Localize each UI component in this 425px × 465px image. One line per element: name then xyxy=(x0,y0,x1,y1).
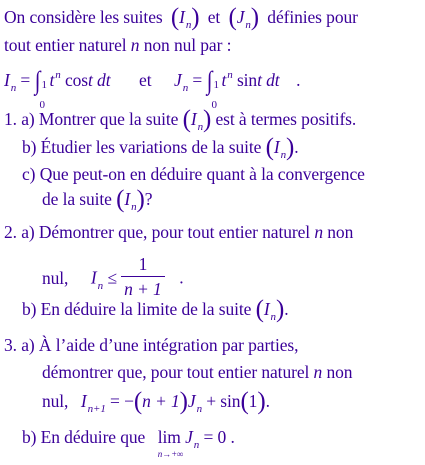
var-n: n xyxy=(130,35,140,55)
lower-bound: 0 xyxy=(211,99,217,111)
q1b-text: Étudier les variations de la suite xyxy=(40,137,262,157)
integral-sign: ∫ xyxy=(207,66,213,95)
intro-text-2: définies pour xyxy=(267,7,358,27)
limit xyxy=(157,426,184,459)
q1b-label: b) xyxy=(22,137,37,157)
q2b-text: En déduire la limite de la suite xyxy=(40,299,252,319)
sin: sin xyxy=(236,70,258,90)
q1-number: 1. a) xyxy=(4,109,35,129)
leq-sign: ≤ xyxy=(107,267,117,288)
q3a-text-2: démontrer que, pour tout entier naturel xyxy=(42,362,310,382)
definitions-line xyxy=(0,66,301,111)
paren-open: ( xyxy=(265,134,274,161)
var-t: t xyxy=(88,70,93,90)
q1a-end: est à termes positifs. xyxy=(215,109,357,129)
var-I: I xyxy=(124,189,131,209)
q3b-text: En déduire que xyxy=(40,427,146,447)
paren-open: ( xyxy=(240,388,249,415)
fraction-numerator: 1 xyxy=(138,254,148,274)
upper-bound: 1 xyxy=(41,79,47,91)
paren-open: ( xyxy=(116,186,125,213)
sub-n: n xyxy=(270,311,276,323)
q1a-text: Montrer que la suite xyxy=(38,109,179,129)
q1c-end: ? xyxy=(144,189,153,209)
var-I: I xyxy=(273,137,280,157)
upper-bound: 1 xyxy=(213,79,219,91)
q1c-line xyxy=(0,163,365,185)
paren-open: ( xyxy=(182,106,191,133)
var-J: J xyxy=(236,7,245,27)
q1c-label: c) xyxy=(22,164,36,184)
var-I: I xyxy=(179,7,185,27)
sub-n: n xyxy=(280,149,286,161)
q2a-line xyxy=(0,221,353,243)
sub-n: n xyxy=(185,19,192,31)
paren-open: ( xyxy=(228,4,237,31)
period: . xyxy=(296,70,301,90)
def-I: I xyxy=(4,70,10,90)
paren-close: ) xyxy=(285,134,295,161)
paren-open: ( xyxy=(133,388,143,415)
sub-n: n xyxy=(196,403,202,415)
paren-close: ) xyxy=(136,186,145,213)
sub-n: n xyxy=(182,82,189,94)
period: . xyxy=(284,299,289,319)
dt: dt xyxy=(97,70,111,90)
q1c-line-2 xyxy=(0,188,152,213)
q2-number: 2. a) xyxy=(4,222,35,242)
sub-n-plus-1: n+1 xyxy=(87,403,106,415)
lower-bound: 0 xyxy=(39,99,45,111)
fraction-denominator: n + 1 xyxy=(121,276,165,300)
sub-n: n xyxy=(197,121,203,133)
q2a-nul: nul, xyxy=(42,267,69,288)
q2b-line xyxy=(0,298,288,323)
dt: dt xyxy=(266,70,280,90)
q2a-end: non xyxy=(327,222,354,242)
paren-close: ) xyxy=(202,106,212,133)
q3a-end: non xyxy=(326,362,353,382)
sub-n: n xyxy=(245,19,251,31)
var-J: J xyxy=(187,391,196,411)
sub-n: n xyxy=(131,201,137,213)
var-t: t xyxy=(49,70,55,90)
intro-line-2 xyxy=(0,34,231,56)
cos: cos xyxy=(64,70,88,90)
q3a-line-3 xyxy=(0,390,270,415)
q1c-text: Que peut-on en déduire quant à la convergence xyxy=(39,164,365,184)
var-I: I xyxy=(90,267,97,288)
var-J: J xyxy=(185,427,193,447)
q3a-line-2 xyxy=(0,361,352,383)
q3b-label: b) xyxy=(22,427,37,447)
sub-n: n xyxy=(10,82,17,94)
word-et: et xyxy=(207,7,221,27)
sub-n: n xyxy=(97,279,104,292)
exp-n: n xyxy=(55,69,61,81)
lim-word: lim xyxy=(157,427,181,447)
paren-open: ( xyxy=(255,296,264,323)
integral-sign: ∫ xyxy=(35,66,41,95)
q1c-text-2: de la suite xyxy=(42,189,112,209)
period: . xyxy=(294,137,299,157)
var-t: t xyxy=(221,70,227,90)
q3a-text: À l’aide d’une intégration par parties, xyxy=(38,335,299,355)
q1a-line xyxy=(0,108,356,133)
var-I: I xyxy=(80,391,87,411)
intro-line-1 xyxy=(0,6,358,31)
q3a-nul: nul, xyxy=(42,391,69,411)
def-J: J xyxy=(174,70,182,90)
paren-close: ) xyxy=(250,4,260,31)
var-n: n xyxy=(314,222,323,242)
period: . xyxy=(179,267,184,288)
paren-close: ) xyxy=(191,4,200,31)
q2a-line-2 xyxy=(0,256,184,303)
fraction xyxy=(121,253,165,300)
q1b-line xyxy=(0,136,298,161)
exp-n: n xyxy=(227,69,233,81)
q2a-text: Démontrer que, pour tout entier naturel xyxy=(38,222,311,242)
var-t: t xyxy=(257,70,262,90)
q3a-line xyxy=(0,334,298,356)
q3b-line xyxy=(0,426,235,459)
paren-close: ) xyxy=(257,388,266,415)
paren-close: ) xyxy=(275,296,285,323)
intro-text-4: non nul par : xyxy=(143,35,232,55)
var-I: I xyxy=(263,299,270,319)
word-et: et xyxy=(139,70,152,90)
intro-text-1: On considère les suites xyxy=(4,7,163,27)
equals: = xyxy=(20,70,31,90)
paren-close: ) xyxy=(179,388,188,415)
one: 1 xyxy=(248,391,258,411)
q2b-label: b) xyxy=(22,299,37,319)
var-I: I xyxy=(190,109,197,129)
n-plus-1: n + 1 xyxy=(142,391,180,411)
q3-number: 3. a) xyxy=(4,335,35,355)
sub-n: n xyxy=(193,439,200,451)
lim-equals: = 0 . xyxy=(203,427,235,447)
equals: = xyxy=(192,70,203,90)
intro-text-3: tout entier naturel xyxy=(4,35,127,55)
plus-sin: + sin xyxy=(206,391,241,411)
equals-minus: = − xyxy=(110,391,134,411)
paren-open: ( xyxy=(170,4,180,31)
lim-subscript: n→+∞ xyxy=(157,449,184,459)
period: . xyxy=(265,391,270,411)
var-n: n xyxy=(313,362,323,382)
